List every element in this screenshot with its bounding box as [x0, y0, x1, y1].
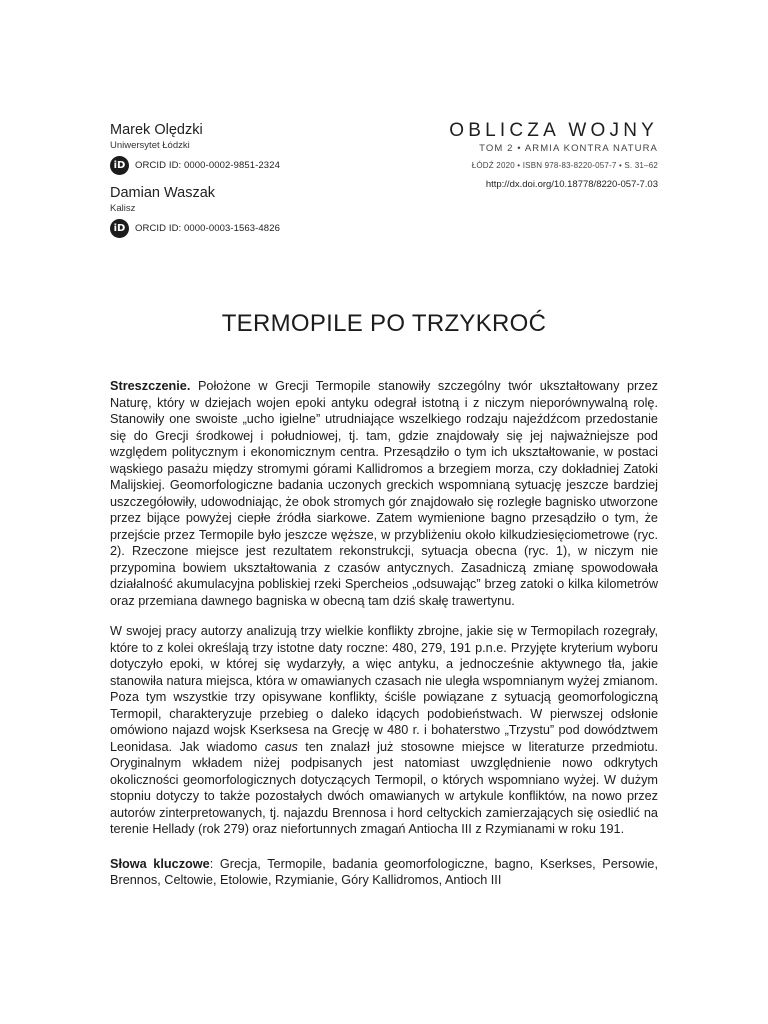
italic-term: casus	[264, 739, 298, 754]
orcid-icon: iD	[110, 156, 129, 175]
author-name: Damian Waszak	[110, 185, 216, 201]
orcid-id[interactable]: ORCID ID: 0000-0002-9851-2324	[135, 159, 280, 171]
orcid-row[interactable]	[110, 155, 370, 175]
abstract-label: Streszczenie.	[110, 379, 191, 393]
author-block	[110, 122, 370, 175]
abstract-text: Położone w Grecji Termopile stanowiły szczególny twór ukształtowany przez Naturę, który w dziejach wojen epoki antyku odegrał istotną i z niczym nieporównywalną rolę. Stanowiły one swoiste „ucho igielne” utrudniające wszelkiego rodzaju najeźdźcom przedostanie się do Grecji środkowej i południowej, tj. tam, gdzie znajdowały się jej najważniejsze pod względem politycznym i ekonomicznym centra. Przesądziło o tym ich ukształtowanie, w postaci wąskiego pasażu między stromymi górami Kallidromos a brzegiem morza, czy dokładniej Zatoki Malijskiej. Geomorfologiczne badania uczonych greckich wspomnianą sytuację jeszcze bardziej uszczegółowiły, udowodniając, że obok stromych gór znajdowało się rozległe bagnisko utworzone przez bijące powyżej ciepłe źródła siarkowe. Zatem wymienione bagno przesądziło o tym, że przejście przez Termopile było jeszcze węższe, w przybliżeniu około kilkudziesięciometrowe (ryc. 2). Rzeczone miejsce jest rezultatem rekonstrukcji, sytuacja obecna (ryc. 1), w niczym nie przypomina bowiem ukształtowania z czasów antycznych. Zasadniczą zmianę spowodowała działalność akumulacyjna pobliskiej rzeki Spercheios „odsuwając” brzeg zatoki o kilka kilometrów oraz przemiana dawnego bagniska w obecną tam dziś skałę trawertynu.	[110, 379, 658, 608]
journal-header	[358, 120, 658, 190]
journal-subtitle: TOM 2 • ARMIA KONTRA NATURA	[479, 143, 658, 154]
orcid-row[interactable]	[110, 218, 370, 238]
author-block	[110, 185, 370, 238]
keywords-text: Grecja, Termopile, badania geomorfologiczne, bagno, Kserkses, Persowie, Brennos, Celtowie, Etolowie, Rzymianie, Góry Kallidromos, Antioch III	[110, 856, 659, 887]
author-name: Marek Olędzki	[110, 122, 203, 138]
paragraph-text: ten znalazł już stosowne miejsce w literaturze przedmiotu. Oryginalnym wkładem niżej podpisanych jest natomiast uwzględnienie nowo odkrytych okoliczności geomorfologicznych dotyczących Termopil, o których wspomniano wyżej. W dużym stopniu dotyczy to także pozostałych dwóch omawianych w artykule konfliktów, na nowo przez autorów zinterpretowanych, tj. najazdu Brennosa i hord celtyckich zamierzających się osiedlić na terenie Hellady (rok 279) oraz niefortunnych zmagań Antiocha III z Rzymianami w roku 191.	[110, 739, 658, 836]
journal-title: OBLICZA WOJNY	[449, 120, 658, 141]
journal-meta: ŁÓDŹ 2020 • ISBN 978-83-8220-057-7 • S. 31–62	[471, 161, 658, 170]
body-paragraph	[110, 623, 658, 838]
paragraph-text: W swojej pracy autorzy analizują trzy wielkie konflikty zbrojne, jakie się w Termopilach rozegrały, które to z kolei określają trzy istotne daty roczne: 480, 279, 191 p.n.e. Przyjęte kryterium wyboru dotyczyło epoki, w której się wydarzyły, a więc antyku, a jednocześnie aktywnego tła, jakie stanowiła natura miejsca, która w omawianych czasach nie uległa wspomnianym wyżej zmianom. Poza tym wszystkie trzy opisywane konflikty, ściśle powiązane z sytuacją geomorfologiczną Termopil, charakteryzuje przebieg o daleko idących podobieństwach. W pierwszej odsłonie omówiono najazd wojsk Kserksesa na Grecję w 480 r. i bohaterstwo „Trzystu” pod dowództwem Leonidasa. Jak wiadomo	[110, 624, 658, 754]
keywords-colon: :	[209, 856, 214, 871]
orcid-icon: iD	[110, 219, 129, 238]
article-title: TERMOPILE PO TRZYKROĆ	[221, 310, 547, 337]
doi-link[interactable]: http://dx.doi.org/10.18778/8220-057-7.03	[485, 179, 658, 190]
author-list	[110, 122, 370, 238]
orcid-id[interactable]: ORCID ID: 0000-0003-1563-4826	[135, 222, 280, 234]
keywords-paragraph	[110, 856, 658, 889]
author-affiliation: Kalisz	[110, 203, 136, 214]
author-affiliation: Uniwersytet Łódzki	[110, 140, 190, 151]
article-body	[110, 378, 658, 889]
keywords-label: Słowa kluczowe	[110, 856, 210, 871]
abstract-paragraph	[110, 378, 658, 609]
